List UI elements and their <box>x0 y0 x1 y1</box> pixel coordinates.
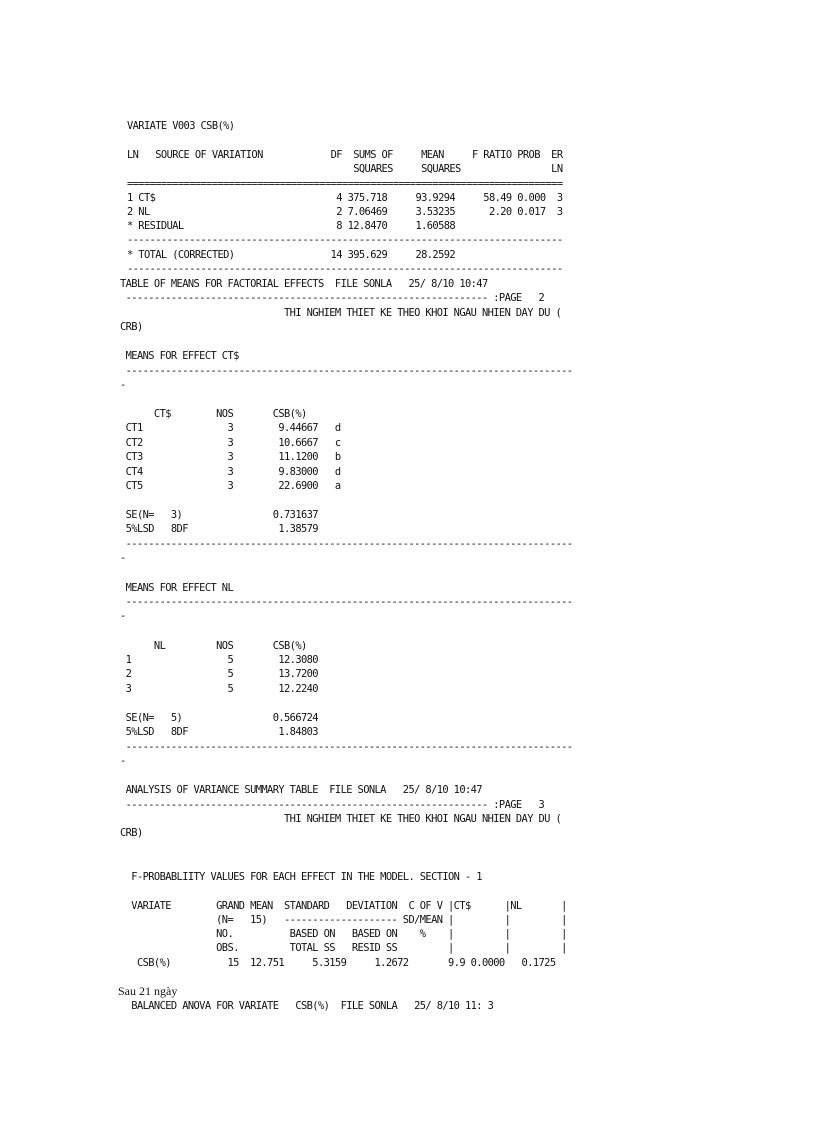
summary-header-line-3: NO. BASED ON BASED ON % | | | <box>120 928 567 940</box>
anova-row-total: * TOTAL (CORRECTED) 14 395.629 28.2592 <box>127 249 456 261</box>
balanced-anova-title: BALANCED ANOVA FOR VARIATE CSB(%) FILE SONLA 25/ 8/10 11: 3 <box>120 1000 494 1012</box>
means-table-title: TABLE OF MEANS FOR FACTORIAL EFFECTS FILE SONLA 25/ 8/10 10:47 <box>120 278 488 290</box>
experiment-title-cont: CRB) <box>120 827 143 839</box>
anova-row-ct: 1 CT$ 4 375.718 93.9294 58.49 0.000 3 <box>127 192 563 204</box>
anova-header-line-2: SQUARES SQUARES LN <box>127 163 563 175</box>
experiment-title-cont: CRB) <box>120 321 143 333</box>
rule: ------------------------------------------------------------------------------- <box>120 596 573 608</box>
ct-means-row: CT3 3 11.1200 b <box>120 451 341 463</box>
experiment-title: THI NGHIEM THIET KE THEO KHOI NGAU NHIEN DAY DU ( <box>120 307 562 319</box>
page-rule-3: ---------------------------------------------------------------- :PAGE 3 <box>120 799 545 811</box>
double-rule: ============================================================================= <box>127 178 563 190</box>
rule-tail: - <box>120 552 126 564</box>
nl-means-row: 3 5 12.2240 <box>120 683 318 695</box>
experiment-title: THI NGHIEM THIET KE THEO KHOI NGAU NHIEN DAY DU ( <box>120 813 562 825</box>
summary-header-line-1: VARIATE GRAND MEAN STANDARD DEVIATION C OF V |CT$ |NL | <box>120 900 567 912</box>
rule: ------------------------------------------------------------------------------- <box>120 741 573 753</box>
rule-tail: - <box>120 379 126 391</box>
nl-means-row: 1 5 12.3080 <box>120 654 318 666</box>
summary-header-line-2: (N= 15) -------------------- SD/MEAN | | | <box>120 914 567 926</box>
f-probability-heading: F-PROBABLIITY VALUES FOR EACH EFFECT IN THE MODEL. SECTION - 1 <box>120 871 482 883</box>
ct-lsd-line: 5%LSD 8DF 1.38579 <box>120 523 318 535</box>
variate-title: VARIATE V003 CSB(%) <box>127 120 235 132</box>
rule: ------------------------------------------------------------------------------- <box>120 365 573 377</box>
rule: ----------------------------------------------------------------------------- <box>127 263 563 275</box>
summary-header-line-4: OBS. TOTAL SS RESID SS | | | <box>120 942 567 954</box>
rule-tail: - <box>120 610 126 622</box>
anova-header-line-1: LN SOURCE OF VARIATION DF SUMS OF MEAN F RATIO PROB ER <box>127 149 563 161</box>
summary-table-title: ANALYSIS OF VARIANCE SUMMARY TABLE FILE SONLA 25/ 8/10 10:47 <box>120 784 482 796</box>
rule-tail: - <box>120 755 126 767</box>
nl-means-header: NL NOS CSB(%) <box>120 640 307 652</box>
summary-row-csb: CSB(%) 15 12.751 5.3159 1.2672 9.9 0.0000 0.1725 <box>120 957 556 969</box>
means-effect-ct-heading: MEANS FOR EFFECT CT$ <box>120 350 239 362</box>
ct-means-header: CT$ NOS CSB(%) <box>120 408 307 420</box>
ct-means-row: CT2 3 10.6667 c <box>120 437 341 449</box>
nl-lsd-line: 5%LSD 8DF 1.84803 <box>120 726 318 738</box>
ct-means-row: CT1 3 9.44667 d <box>120 422 341 434</box>
nl-means-row: 2 5 13.7200 <box>120 668 318 680</box>
after-21-days-caption: Sau 21 ngày <box>118 984 178 998</box>
ct-means-row: CT4 3 9.83000 d <box>120 466 341 478</box>
rule: ------------------------------------------------------------------------------- <box>120 538 573 550</box>
anova-row-residual: * RESIDUAL 8 12.8470 1.60588 <box>127 220 456 232</box>
ct-means-row: CT5 3 22.6900 a <box>120 480 341 492</box>
page-rule-2: ---------------------------------------------------------------- :PAGE 2 <box>120 292 545 304</box>
nl-se-line: SE(N= 5) 0.566724 <box>120 712 318 724</box>
anova-row-nl: 2 NL 2 7.06469 3.53235 2.20 0.017 3 <box>127 206 563 218</box>
ct-se-line: SE(N= 3) 0.731637 <box>120 509 318 521</box>
rule: ----------------------------------------------------------------------------- <box>127 234 563 246</box>
means-effect-nl-heading: MEANS FOR EFFECT NL <box>120 582 234 594</box>
